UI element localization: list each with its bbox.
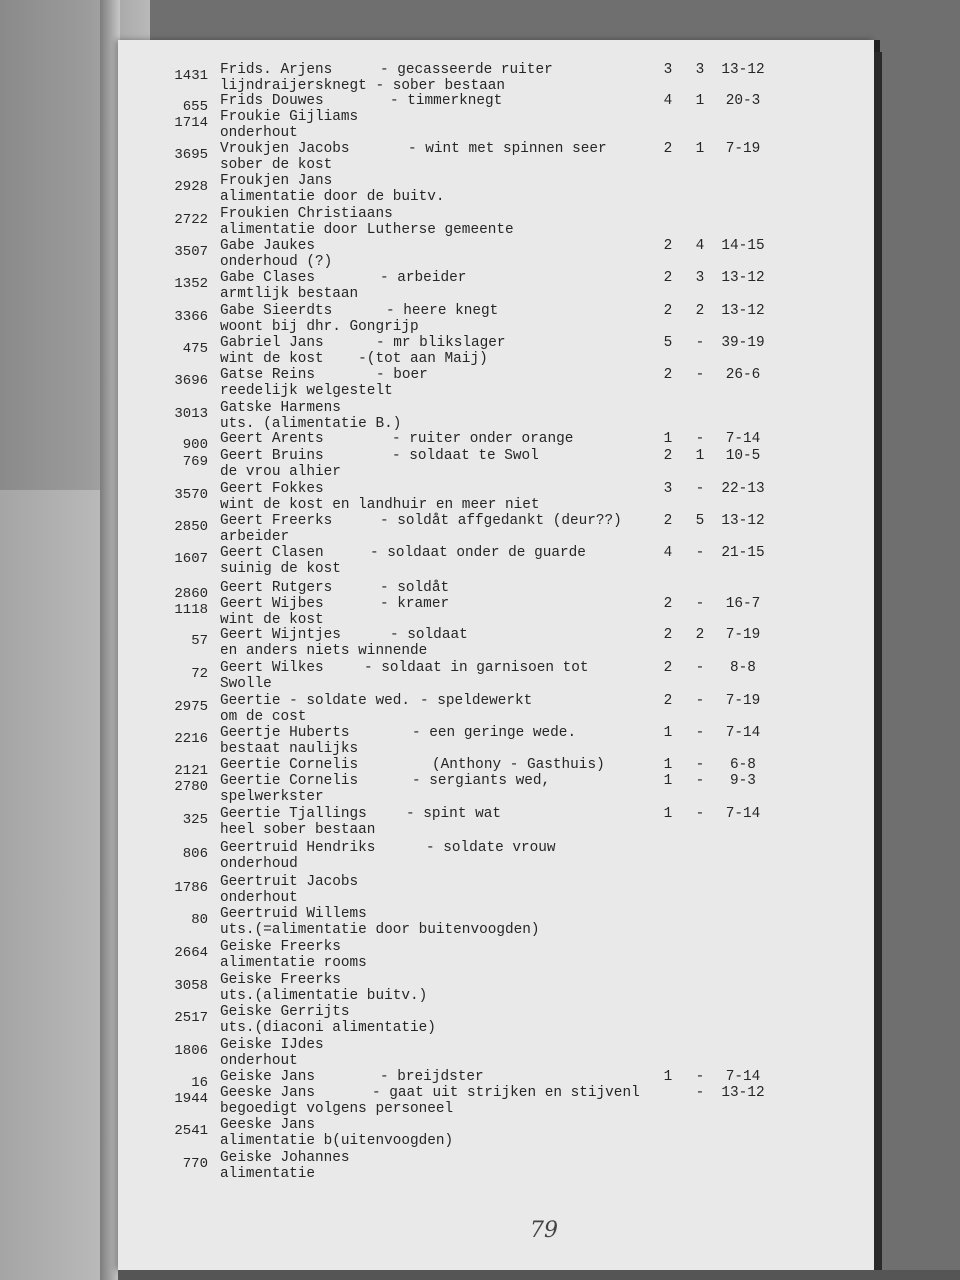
entry-col-3: 7-14 — [725, 725, 761, 741]
entry-col-2: 2 — [695, 303, 705, 319]
entry-col-1: 3 — [663, 62, 673, 78]
entry-description: Swolle — [220, 676, 272, 692]
register-entry — [150, 773, 790, 807]
entry-col-3: 7-19 — [725, 141, 761, 157]
entry-note: - ruiter onder orange — [392, 431, 574, 447]
register-entry — [150, 238, 790, 272]
register-entry — [150, 62, 790, 96]
register-entry — [150, 109, 790, 143]
register-entry — [150, 1085, 790, 1119]
register-entry — [150, 725, 790, 759]
entry-col-3: 7-14 — [725, 1069, 761, 1085]
register-entry — [150, 1004, 790, 1038]
entry-number: 1806 — [174, 1043, 208, 1059]
register-entry — [150, 693, 790, 727]
entry-name: Geiske Johannes — [220, 1150, 350, 1166]
entry-note: - soldate vrouw — [426, 840, 556, 856]
entry-name: Geertje Huberts — [220, 725, 350, 741]
entry-description: onderhoud (?) — [220, 254, 333, 270]
register-entry — [150, 1117, 790, 1151]
entry-name: Geertie Cornelis — [220, 757, 359, 773]
register-entry — [150, 806, 790, 840]
entry-name: Frids Douwes — [220, 93, 324, 109]
entry-col-2: 3 — [695, 62, 705, 78]
entry-col-2: 3 — [695, 270, 705, 286]
entry-col-1: 2 — [663, 693, 673, 709]
entry-number: 1786 — [174, 880, 208, 896]
entry-col-1: 5 — [663, 335, 673, 351]
entry-col-1: 2 — [663, 448, 673, 464]
entry-name: Geert Clasen — [220, 545, 324, 561]
entry-number: 2216 — [174, 731, 208, 747]
entry-col-2: - — [695, 367, 705, 383]
entry-col-3: 26-6 — [725, 367, 761, 383]
entry-name: Geertie Tjallings — [220, 806, 367, 822]
entry-col-2: 4 — [695, 238, 705, 254]
entry-number: 2860 — [174, 586, 208, 602]
entry-name: Geert Wilkes — [220, 660, 324, 676]
register-entry — [150, 545, 790, 579]
entry-name: Geiske Gerrijts — [220, 1004, 350, 1020]
entry-name: Froukien Christiaans — [220, 206, 393, 222]
entry-number: 2517 — [174, 1010, 208, 1026]
entry-name: Geertie - soldate wed. — [220, 693, 410, 709]
entry-number: 80 — [191, 912, 208, 928]
entry-col-2: - — [695, 1069, 705, 1085]
entry-description: lijndraijersknegt - sober bestaan — [220, 78, 505, 94]
entry-number: 1714 — [174, 115, 208, 131]
entry-note: - mr blikslager — [376, 335, 506, 351]
entry-col-2: - — [695, 596, 705, 612]
entry-col-2: - — [695, 693, 705, 709]
entry-description: armtlijk bestaan — [220, 286, 359, 302]
entry-description: reedelijk welgestelt — [220, 383, 393, 399]
entry-description: alimentatie — [220, 1166, 315, 1182]
entry-col-1: 1 — [663, 431, 673, 447]
entry-note: - gaat uit strijken en stijvenl — [372, 1085, 640, 1101]
entry-number: 655 — [182, 99, 208, 115]
entry-col-1: 2 — [663, 303, 673, 319]
register-entry — [150, 400, 790, 434]
entry-note: - timmerknegt — [390, 93, 503, 109]
register-entry — [150, 906, 790, 940]
entry-col-2: 2 — [695, 627, 705, 643]
register-entry — [150, 173, 790, 207]
entry-col-3: 7-19 — [725, 627, 761, 643]
entry-number: 3366 — [174, 309, 208, 325]
entry-number: 2722 — [174, 212, 208, 228]
entry-name: Gabe Clases — [220, 270, 315, 286]
entry-description: uts. (alimentatie B.) — [220, 416, 402, 432]
entry-col-2: - — [695, 757, 705, 773]
entry-col-1: 3 — [663, 481, 673, 497]
entry-name: Geertruit Jacobs — [220, 874, 359, 890]
register-entry — [150, 448, 790, 482]
entry-number: 770 — [182, 1156, 208, 1172]
entry-note: - spint wat — [406, 806, 501, 822]
entry-name: Froukie Gijliams — [220, 109, 359, 125]
entry-number: 2121 — [174, 763, 208, 779]
entry-description: uts.(=alimentatie door buitenvoogden) — [220, 922, 540, 938]
entry-description: wint de kost en landhuir en meer niet — [220, 497, 540, 513]
register-entry — [150, 660, 790, 694]
entry-description: onderhout — [220, 1053, 298, 1069]
entry-note: - soldaat in garnisoen tot — [364, 660, 589, 676]
entry-col-3: 7-14 — [725, 431, 761, 447]
entry-col-1: 2 — [663, 627, 673, 643]
entry-number: 325 — [182, 812, 208, 828]
entry-number: 1352 — [174, 276, 208, 292]
entry-name: Gabe Sieerdts — [220, 303, 333, 319]
entry-note: - soldaat onder de guarde — [370, 545, 586, 561]
entry-name: Geertruid Willems — [220, 906, 367, 922]
entry-number: 2780 — [174, 779, 208, 795]
entry-description: sober de kost — [220, 157, 333, 173]
entry-name: Geert Bruins — [220, 448, 324, 464]
register-entry — [150, 596, 790, 630]
entry-number: 1431 — [174, 68, 208, 84]
entry-col-1: 2 — [663, 367, 673, 383]
entry-description: heel sober bestaan — [220, 822, 376, 838]
entry-col-3: 13-12 — [721, 303, 765, 319]
entry-description: wint de kost -(tot aan Maij) — [220, 351, 488, 367]
entry-name: Geert Wijbes — [220, 596, 324, 612]
entry-col-2: - — [695, 545, 705, 561]
entry-col-3: 7-19 — [725, 693, 761, 709]
book-spine — [100, 0, 120, 1280]
entry-number: 1944 — [174, 1091, 208, 1107]
entry-note: - breijdster — [380, 1069, 484, 1085]
entry-col-3: 21-15 — [721, 545, 765, 561]
entry-note: - gecasseerde ruiter — [380, 62, 553, 78]
entry-number: 2850 — [174, 519, 208, 535]
entry-note: - soldåt affgedankt (deur??) — [380, 513, 622, 529]
entry-col-1: 2 — [663, 270, 673, 286]
entry-note: (Anthony - Gasthuis) — [432, 757, 605, 773]
register-entry — [150, 1150, 790, 1184]
entry-col-1: 4 — [663, 93, 673, 109]
entry-name: Geert Rutgers — [220, 580, 333, 596]
entry-description: alimentatie rooms — [220, 955, 367, 971]
entry-description: onderhout — [220, 125, 298, 141]
entry-number: 3058 — [174, 978, 208, 994]
entry-description: alimentatie door de buitv. — [220, 189, 445, 205]
entry-name: Geiske IJdes — [220, 1037, 324, 1053]
entry-col-1: 1 — [663, 1069, 673, 1085]
entry-name: Frids. Arjens — [220, 62, 333, 78]
entry-name: Geert Arents — [220, 431, 324, 447]
entry-description: om de cost — [220, 709, 307, 725]
entry-description: spelwerkster — [220, 789, 324, 805]
register-entry — [150, 874, 790, 908]
entry-col-1: 2 — [663, 660, 673, 676]
entry-name: Geeske Jans — [220, 1117, 315, 1133]
entry-description: suinig de kost — [220, 561, 341, 577]
register-entry — [150, 1037, 790, 1071]
entry-col-2: - — [695, 481, 705, 497]
entry-note: - speldewerkt — [420, 693, 533, 709]
entry-name: Geert Freerks — [220, 513, 333, 529]
entry-number: 2928 — [174, 179, 208, 195]
entry-col-1: 2 — [663, 141, 673, 157]
entry-col-3: 9-3 — [730, 773, 756, 789]
entry-col-3: 13-12 — [721, 1085, 765, 1101]
entry-name: Vroukjen Jacobs — [220, 141, 350, 157]
register-entry — [150, 270, 790, 304]
entry-name: Gatse Reins — [220, 367, 315, 383]
page-number: 79 — [530, 1218, 558, 1243]
register-entry — [150, 303, 790, 337]
entry-number: 769 — [182, 454, 208, 470]
entry-number: 1607 — [174, 551, 208, 567]
entry-description: arbeider — [220, 529, 290, 545]
entry-number: 3570 — [174, 487, 208, 503]
entry-col-2: - — [695, 660, 705, 676]
entry-name: Geeske Jans — [220, 1085, 315, 1101]
entry-number: 1118 — [174, 602, 208, 618]
entry-note: - heere knegt — [386, 303, 499, 319]
entry-col-2: - — [695, 335, 705, 351]
entry-col-2: - — [695, 725, 705, 741]
entry-col-3: 16-7 — [725, 596, 761, 612]
entry-number: 475 — [182, 341, 208, 357]
entry-description: onderhout — [220, 890, 298, 906]
entry-description: alimentatie b(uitenvoogden) — [220, 1133, 454, 1149]
entry-name: Geiske Jans — [220, 1069, 315, 1085]
entry-col-3: 13-12 — [721, 513, 765, 529]
entry-name: Geiske Freerks — [220, 939, 341, 955]
entry-name: Gatske Harmens — [220, 400, 341, 416]
entry-col-3: 22-13 — [721, 481, 765, 497]
entry-col-2: - — [695, 773, 705, 789]
entry-col-3: 8-8 — [730, 660, 756, 676]
entry-col-3: 20-3 — [725, 93, 761, 109]
entry-name: Geiske Freerks — [220, 972, 341, 988]
entry-name: Gabe Jaukes — [220, 238, 315, 254]
register-entry — [150, 840, 790, 874]
entry-name: Geertie Cornelis — [220, 773, 359, 789]
register-entry — [150, 141, 790, 175]
entry-col-3: 14-15 — [721, 238, 765, 254]
entry-description: onderhoud — [220, 856, 298, 872]
entry-col-2: 1 — [695, 448, 705, 464]
register-entry — [150, 627, 790, 661]
entry-description: wint de kost — [220, 612, 324, 628]
entry-description: en anders niets winnende — [220, 643, 428, 659]
entry-col-1: 1 — [663, 725, 673, 741]
entry-name: Froukjen Jans — [220, 173, 333, 189]
entry-number: 72 — [191, 666, 208, 682]
register-entry — [150, 367, 790, 401]
entry-number: 2975 — [174, 699, 208, 715]
entry-note: - soldaat — [390, 627, 468, 643]
entry-col-3: 7-14 — [725, 806, 761, 822]
entry-col-1: 2 — [663, 238, 673, 254]
entry-note: - soldaat te Swol — [392, 448, 539, 464]
entry-col-3: 13-12 — [721, 62, 765, 78]
register-entry — [150, 939, 790, 973]
entry-col-1: 4 — [663, 545, 673, 561]
register-entry — [150, 481, 790, 515]
entry-col-2: - — [695, 431, 705, 447]
entry-number: 16 — [191, 1075, 208, 1091]
register-entry — [150, 206, 790, 240]
page-edge — [874, 52, 882, 1274]
entry-note: - soldåt — [380, 580, 450, 596]
entry-col-1: 2 — [663, 513, 673, 529]
entry-col-3: 6-8 — [730, 757, 756, 773]
entry-col-3: 39-19 — [721, 335, 765, 351]
entry-col-2: 1 — [695, 93, 705, 109]
entry-description: uts.(diaconi alimentatie) — [220, 1020, 436, 1036]
entry-note: - sergiants wed, — [412, 773, 551, 789]
entry-col-3: 10-5 — [725, 448, 761, 464]
entry-name: Geert Wijntjes — [220, 627, 341, 643]
entry-number: 3695 — [174, 147, 208, 163]
entry-note: - een geringe wede. — [412, 725, 577, 741]
register-entry — [150, 972, 790, 1006]
entry-note: - kramer — [380, 596, 450, 612]
entry-col-2: 5 — [695, 513, 705, 529]
entry-note: - arbeider — [380, 270, 467, 286]
entry-name: Geertruid Hendriks — [220, 840, 376, 856]
entry-number: 2541 — [174, 1123, 208, 1139]
entry-name: Geert Fokkes — [220, 481, 324, 497]
register-entry — [150, 335, 790, 369]
entry-description: woont bij dhr. Gongrijp — [220, 319, 419, 335]
entry-number: 806 — [182, 846, 208, 862]
entry-name: Gabriel Jans — [220, 335, 324, 351]
entry-description: uts.(alimentatie buitv.) — [220, 988, 428, 1004]
entry-description: begoedigt volgens personeel — [220, 1101, 454, 1117]
entry-number: 57 — [191, 633, 208, 649]
entry-description: de vrou alhier — [220, 464, 341, 480]
entry-col-3: 13-12 — [721, 270, 765, 286]
entry-col-1: 1 — [663, 806, 673, 822]
entry-number: 3507 — [174, 244, 208, 260]
entry-number: 900 — [182, 437, 208, 453]
entry-note: - boer — [376, 367, 428, 383]
entry-col-1: 1 — [663, 757, 673, 773]
entry-col-2: - — [695, 806, 705, 822]
entry-note: - wint met spinnen seer — [408, 141, 607, 157]
entry-number: 3013 — [174, 406, 208, 422]
page-bottom-edge — [118, 1270, 960, 1280]
entry-col-1: 1 — [663, 773, 673, 789]
entry-col-2: 1 — [695, 141, 705, 157]
entry-description: bestaat naulijks — [220, 741, 359, 757]
entry-description: alimentatie door Lutherse gemeente — [220, 222, 514, 238]
register-entry — [150, 513, 790, 547]
entry-number: 3696 — [174, 373, 208, 389]
entry-number: 2664 — [174, 945, 208, 961]
entry-col-2: - — [695, 1085, 705, 1101]
entry-col-1: 2 — [663, 596, 673, 612]
